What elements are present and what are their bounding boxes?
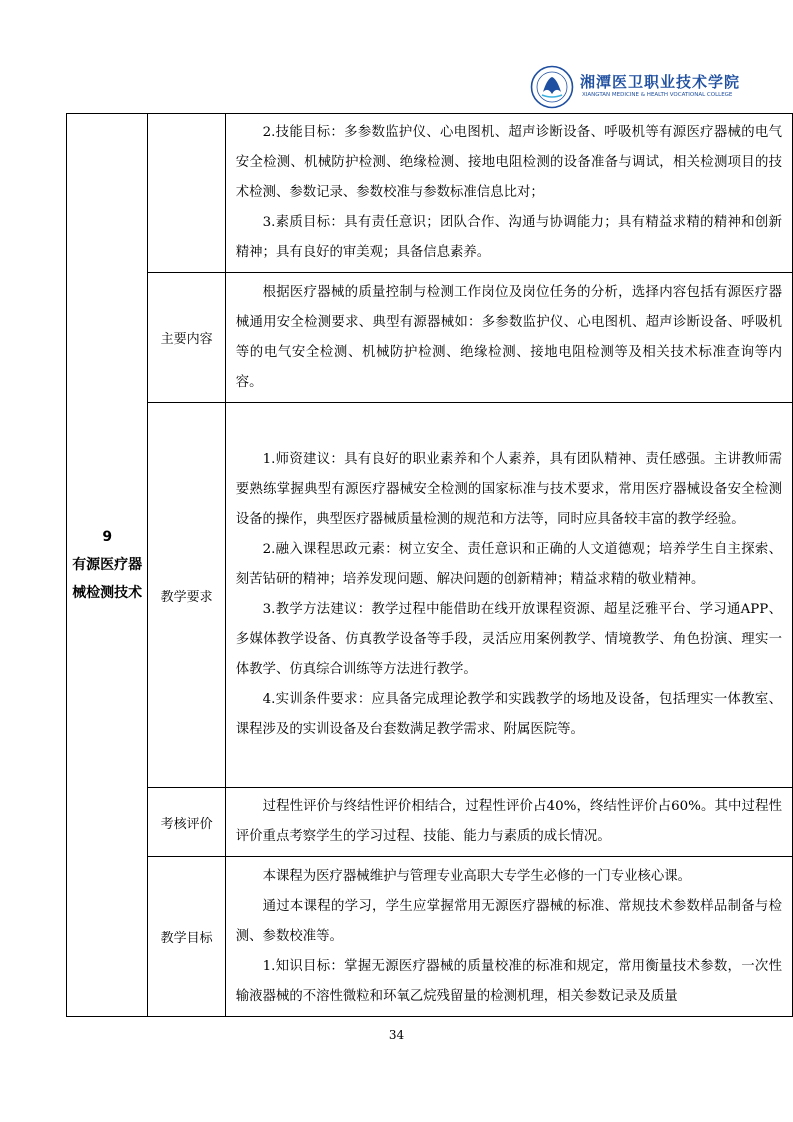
table-row xyxy=(67,403,793,788)
table-row xyxy=(67,788,793,857)
paragraph: 本课程为医疗器械维护与管理专业高职大专学生必修的一门专业核心课。 xyxy=(262,868,692,884)
objectives-content-cell xyxy=(225,114,792,273)
teaching-requirements-label: 教学要求 xyxy=(148,403,225,788)
table-row xyxy=(67,273,793,403)
course-name-line1: 有源医疗器 xyxy=(72,557,143,573)
course-number: 9 xyxy=(102,529,113,545)
paragraph: 2.技能目标：多参数监护仪、心电图机、超声诊断设备、呼吸机等有源医疗器械的电气安全检测、机械防护检测、绝缘检测、接地电阻检测的设备准备与调试，相关检测项目的技术检测、参数记录、参数校准与参数标准信息比对； xyxy=(235,125,782,200)
school-name-en: XIANGTAN MEDICINE & HEALTH VOCATIONAL COLLEGE xyxy=(582,92,733,98)
paragraph: 1.知识目标：掌握无源医疗器械的质量校准的标准和规定，常用衡量技术参数，一次性输液器械的不溶性微粒和环氧乙烷残留量的检测机理，相关参数记录及质量 xyxy=(235,958,782,1004)
table-row xyxy=(67,857,793,1017)
paragraph: 通过本课程的学习，学生应掌握常用无源医疗器械的标准、常规技术参数样品制备与检测、参数校准等。 xyxy=(235,898,782,944)
course-table xyxy=(66,113,793,1017)
paragraph: 2.融入课程思政元素：树立安全、责任意识和正确的人文道德观；培养学生自主探索、刻苦钻研的精神；培养发现问题、解决问题的创新精神；精益求精的敬业精神。 xyxy=(235,542,782,587)
main-content-cell xyxy=(225,273,792,403)
objectives-label-cell xyxy=(148,114,225,273)
paragraph: 过程性评价与终结性评价相结合，过程性评价占40%，终结性评价占60%。其中过程性评价重点考察学生的学习过程、技能、能力与素质的成长情况。 xyxy=(235,799,782,844)
assessment-cell xyxy=(225,788,792,857)
school-name-cn: 湘潭医卫职业技术学院 xyxy=(580,73,741,91)
next-objectives-cell xyxy=(225,857,792,1017)
paragraph: 3.素质目标：具有责任意识；团队合作、沟通与协调能力；具有精益求精的精神和创新精神；具有良好的审美观；具备信息素养。 xyxy=(235,215,782,260)
main-content-label: 主要内容 xyxy=(148,273,225,403)
school-logo xyxy=(530,65,750,111)
school-emblem-icon xyxy=(530,65,574,109)
page-number: 34 xyxy=(388,1028,405,1042)
teaching-requirements-cell xyxy=(225,403,792,788)
paragraph: 4.实训条件要求：应具备完成理论教学和实践教学的场地及设备，包括理实一体教室、课程涉及的实训设备及台套数满足教学需求、附属医院等。 xyxy=(235,692,782,737)
table-row xyxy=(67,114,793,273)
paragraph: 1.师资建议：具有良好的职业素养和个人素养，具有团队精神、责任感强。主讲教师需要熟练掌握典型有源医疗器械安全检测的国家标准与技术要求，常用医疗器械设备安全检测设备的操作，典型医疗器械质量检测的规范和方法等，同时应具备较丰富的教学经验。 xyxy=(235,452,782,527)
course-name-line2: 械检测技术 xyxy=(72,585,143,601)
paragraph: 3.教学方法建议：教学过程中能借助在线开放课程资源、超星泛雅平台、学习通APP、多媒体教学设备、仿真教学设备等手段，灵活应用案例教学、情境教学、角色扮演、理实一体教学、仿真综合训练等方法进行教学。 xyxy=(235,602,782,677)
next-objectives-label: 教学目标 xyxy=(148,857,225,1017)
course-name-cell xyxy=(67,114,148,1017)
assessment-label: 考核评价 xyxy=(148,788,225,857)
paragraph: 根据医疗器械的质量控制与检测工作岗位及岗位任务的分析，选择内容包括有源医疗器械通用安全检测要求、典型有源器械如：多参数监护仪、心电图机、超声诊断设备、呼吸机等的电气安全检测、机械防护检测、绝缘检测、接地电阻检测等及相关技术标准查询等内容。 xyxy=(235,284,782,390)
